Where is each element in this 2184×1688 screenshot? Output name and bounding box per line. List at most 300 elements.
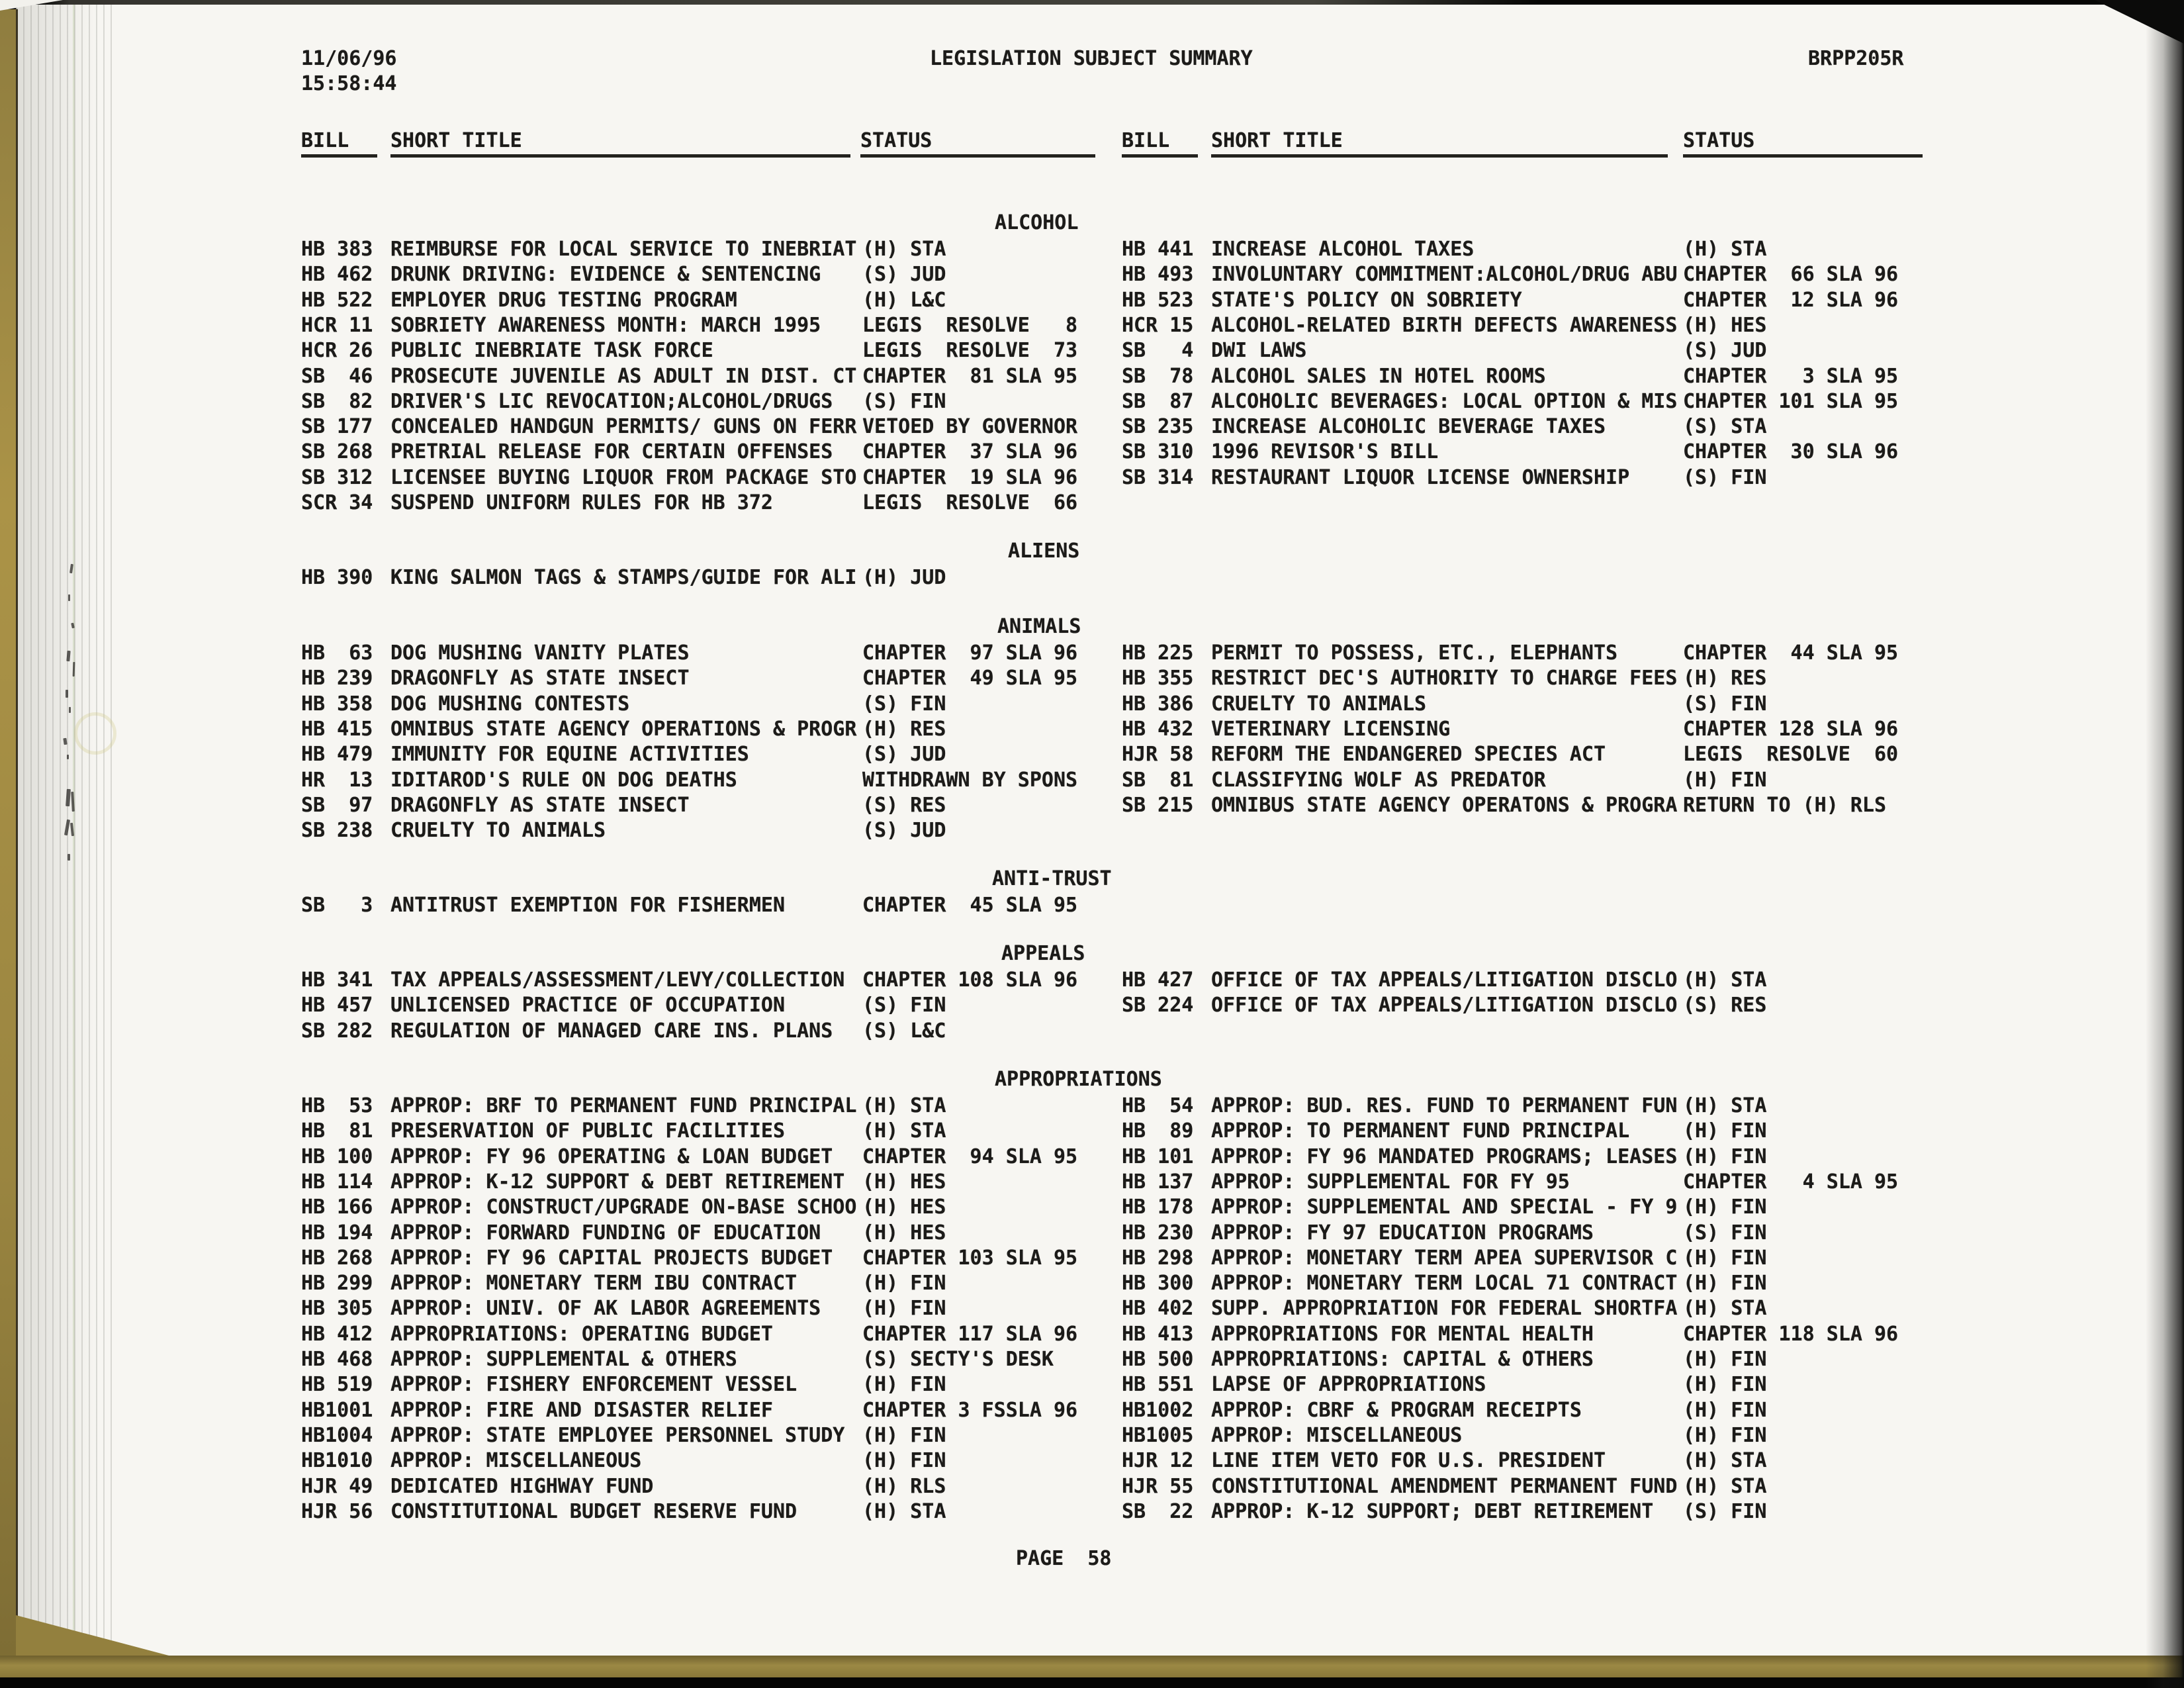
bill-number: HB 63: [301, 641, 373, 665]
short-title: APPROP: BRF TO PERMANENT FUND PRINCIPAL: [390, 1094, 857, 1117]
status: CHAPTER 45 SLA 95: [862, 894, 1078, 917]
short-title: CRUELTY TO ANIMALS: [390, 819, 606, 843]
status: (H) STA: [1683, 1094, 1767, 1117]
status: (S) FIN: [862, 994, 946, 1017]
report-title: LEGISLATION SUBJECT SUMMARY: [930, 47, 1253, 70]
book-cover-left-edge: [0, 9, 18, 1671]
status: (H) FIN: [1683, 1373, 1767, 1397]
short-title: 1996 REVISOR'S BILL: [1211, 440, 1439, 464]
status: (H) L&C: [862, 288, 946, 312]
bill-number: SB 314: [1122, 465, 1194, 489]
bill-number: HB 268: [301, 1246, 373, 1270]
bill-number: SB 87: [1122, 389, 1194, 413]
column-header-status: STATUS: [860, 129, 933, 152]
table-row: [1122, 1146, 1949, 1172]
short-title: DOG MUSHING CONTESTS: [390, 692, 630, 716]
table-row: [301, 743, 1128, 769]
bill-number: SB 282: [301, 1019, 373, 1043]
bill-number: HCR 15: [1122, 313, 1194, 337]
table-row: [301, 1120, 1128, 1146]
table-row: [301, 1272, 1128, 1298]
short-title: ALCOHOL SALES IN HOTEL ROOMS: [1211, 364, 1546, 388]
bill-number: SB 22: [1122, 1499, 1194, 1523]
short-title: APPROP: TO PERMANENT FUND PRINCIPAL: [1211, 1119, 1630, 1143]
short-title: APPROP: UNIV. OF AK LABOR AGREEMENTS: [390, 1297, 821, 1321]
bill-number: HB 413: [1122, 1322, 1194, 1346]
table-row: [301, 492, 1128, 518]
bill-number: HJR 49: [301, 1474, 373, 1498]
bill-number: HB 523: [1122, 288, 1194, 312]
table-row: [1122, 1399, 1949, 1425]
bill-number: SB 310: [1122, 440, 1194, 464]
table-row: [301, 1323, 1128, 1349]
status: (S) FIN: [1683, 1221, 1767, 1244]
table-row: [301, 1146, 1128, 1172]
short-title: OMNIBUS STATE AGENCY OPERATONS & PROGRA: [1211, 793, 1678, 817]
short-title: PRETRIAL RELEASE FOR CERTAIN OFFENSES: [390, 440, 833, 464]
short-title: APPROP: MONETARY TERM APEA SUPERVISOR C: [1211, 1246, 1678, 1270]
status: (H) HES: [1683, 313, 1767, 337]
table-row: [301, 1374, 1128, 1399]
short-title: INCREASE ALCOHOL TAXES: [1211, 238, 1475, 261]
table-row: [301, 1501, 1128, 1526]
table-row: [301, 340, 1128, 365]
bill-number: SB 82: [301, 389, 373, 413]
status: CHAPTER 12 SLA 96: [1683, 288, 1899, 312]
table-row: [301, 667, 1128, 693]
short-title: DRIVER'S LIC REVOCATION;ALCOHOL/DRUGS: [390, 389, 833, 413]
scan-corner-notch: [0, 0, 63, 11]
status: (S) STA: [1683, 415, 1767, 439]
table-row: [1122, 238, 1949, 264]
table-row: [301, 1020, 1128, 1046]
status: (H) FIN: [862, 1423, 946, 1447]
table-row: [1122, 1171, 1949, 1197]
bill-number: SB 238: [301, 819, 373, 843]
short-title: APPROP: MONETARY TERM IBU CONTRACT: [390, 1272, 797, 1295]
status: (H) RES: [1683, 667, 1767, 690]
short-title: OFFICE OF TAX APPEALS/LITIGATION DISCLO: [1211, 994, 1678, 1017]
short-title: APPROP: FY 96 CAPITAL PROJECTS BUDGET: [390, 1246, 833, 1270]
table-row: [301, 718, 1128, 744]
bill-number: HB 468: [301, 1348, 373, 1371]
short-title: APPROP: SUPPLEMENTAL AND SPECIAL - FY 9: [1211, 1196, 1678, 1219]
report-date: 11/06/96: [301, 47, 397, 70]
short-title: APPROP: FY 96 OPERATING & LOAN BUDGET: [390, 1145, 833, 1168]
short-title: APPROPRIATIONS FOR MENTAL HEALTH: [1211, 1322, 1594, 1346]
bill-number: SCR 34: [301, 491, 373, 514]
status: LEGIS RESOLVE 73: [862, 339, 1078, 363]
book-cover-corner: [16, 1615, 171, 1656]
short-title: RESTRICT DEC'S AUTHORITY TO CHARGE FEES: [1211, 667, 1678, 690]
status: (H) FIN: [862, 1449, 946, 1473]
short-title: PUBLIC INEBRIATE TASK FORCE: [390, 339, 713, 363]
status: (H) STA: [1683, 1297, 1767, 1321]
status: (S) FIN: [1683, 1499, 1767, 1523]
short-title: REFORM THE ENDANGERED SPECIES ACT: [1211, 743, 1606, 767]
bill-number: HB 386: [1122, 692, 1194, 716]
table-row: [1122, 263, 1949, 289]
short-title: STATE'S POLICY ON SOBRIETY: [1211, 288, 1522, 312]
status: WITHDRAWN BY SPONS: [862, 768, 1078, 792]
status-underline: [860, 154, 1095, 158]
table-row: [301, 969, 1128, 995]
table-row: [301, 794, 1128, 820]
short-title: DOG MUSHING VANITY PLATES: [390, 641, 690, 665]
table-row: [1122, 1348, 1949, 1374]
status: (H) FIN: [862, 1373, 946, 1397]
short-title: UNLICENSED PRACTICE OF OCCUPATION: [390, 994, 786, 1017]
status: (S) RES: [862, 793, 946, 817]
bill-number: HB 178: [1122, 1196, 1194, 1219]
bill-number: SB 215: [1122, 793, 1194, 817]
short-title: APPROP: BUD. RES. FUND TO PERMANENT FUN: [1211, 1094, 1678, 1117]
section-header-aliens: ALIENS: [1008, 539, 1080, 563]
table-row: [301, 1399, 1128, 1425]
section-header-appropriations: APPROPRIATIONS: [995, 1068, 1162, 1091]
bill-number: HB 341: [301, 968, 373, 992]
status: (H) STA: [862, 238, 946, 261]
short-title: APPROP: K-12 SUPPORT; DEBT RETIREMENT: [1211, 1499, 1654, 1523]
pencil-mark: [68, 854, 70, 861]
short-title: APPROP: STATE EMPLOYEE PERSONNEL STUDY: [390, 1423, 845, 1447]
short-title: APPROP: SUPPLEMENTAL FOR FY 95: [1211, 1170, 1570, 1194]
status: CHAPTER 117 SLA 96: [862, 1322, 1078, 1346]
short-title: IMMUNITY FOR EQUINE ACTIVITIES: [390, 743, 749, 767]
bill-number: HB1004: [301, 1423, 373, 1447]
short-title: APPROP: FIRE AND DISASTER RELIEF: [390, 1398, 773, 1422]
status: CHAPTER 94 SLA 95: [862, 1145, 1078, 1168]
bill-number: HB 522: [301, 288, 373, 312]
table-row: [1122, 1501, 1949, 1526]
short-title: KING SALMON TAGS & STAMPS/GUIDE FOR ALI: [390, 566, 857, 589]
pencil-mark: [69, 707, 71, 713]
short-title: DWI LAWS: [1211, 339, 1307, 363]
status: (S) FIN: [862, 389, 946, 413]
bill-number: HJR 12: [1122, 1449, 1194, 1473]
bill-number: HB 89: [1122, 1119, 1194, 1143]
column-header-title: SHORT TITLE: [390, 129, 522, 152]
bill-number: HB 114: [301, 1170, 373, 1194]
short-title: CLASSIFYING WOLF AS PREDATOR: [1211, 768, 1546, 792]
bill-underline: [1122, 154, 1198, 158]
bill-number: HJR 55: [1122, 1474, 1194, 1498]
bill-number: SB 268: [301, 440, 373, 464]
bill-number: HB 519: [301, 1373, 373, 1397]
status: LEGIS RESOLVE 8: [862, 313, 1078, 337]
short-title: CONCEALED HANDGUN PERMITS/ GUNS ON FERR: [390, 415, 857, 439]
table-row: [1122, 1425, 1949, 1450]
status: (S) L&C: [862, 1019, 946, 1043]
status: (H) HES: [862, 1170, 946, 1194]
table-row: [1122, 642, 1949, 668]
pencil-mark: [66, 690, 68, 698]
short-title: SUPP. APPROPRIATION FOR FEDERAL SHORTFA: [1211, 1297, 1678, 1321]
table-row: [1122, 1450, 1949, 1476]
status: CHAPTER 4 SLA 95: [1683, 1170, 1899, 1194]
bill-number: HB 412: [301, 1322, 373, 1346]
bill-number: HB 305: [301, 1297, 373, 1321]
column-header-bill: BILL: [1122, 129, 1170, 152]
column-header-bill: BILL: [301, 129, 349, 152]
bill-number: SB 46: [301, 364, 373, 388]
page-curl-shadow: [2146, 0, 2184, 1688]
status: LEGIS RESOLVE 60: [1683, 743, 1899, 767]
table-row: [301, 1348, 1128, 1374]
bill-number: SB 97: [301, 793, 373, 817]
status: CHAPTER 101 SLA 95: [1683, 389, 1899, 413]
bill-number: HB 462: [301, 263, 373, 287]
short-title: LINE ITEM VETO FOR U.S. PRESIDENT: [1211, 1449, 1606, 1473]
status: CHAPTER 81 SLA 95: [862, 364, 1078, 388]
status: (H) STA: [1683, 1449, 1767, 1473]
short-title: ANTITRUST EXEMPTION FOR FISHERMEN: [390, 894, 786, 917]
short-title: DRAGONFLY AS STATE INSECT: [390, 793, 690, 817]
short-title: OMNIBUS STATE AGENCY OPERATIONS & PROGR: [390, 717, 857, 741]
bill-number: HB 298: [1122, 1246, 1194, 1270]
book-cover-bottom-edge: [0, 1656, 2184, 1677]
table-row: [1122, 467, 1949, 492]
scan-top-edge: [40, 0, 1539, 5]
table-row: [301, 1247, 1128, 1273]
status: (S) FIN: [1683, 465, 1767, 489]
short-title: TAX APPEALS/ASSESSMENT/LEVY/COLLECTION: [390, 968, 845, 992]
bill-number: HB 101: [1122, 1145, 1194, 1168]
bill-number: HB 427: [1122, 968, 1194, 992]
bill-number: SB 312: [301, 465, 373, 489]
status: (H) FIN: [1683, 1119, 1767, 1143]
status: CHAPTER 19 SLA 96: [862, 465, 1078, 489]
table-row: [301, 263, 1128, 289]
column-header-title: SHORT TITLE: [1211, 129, 1343, 152]
table-row: [301, 1425, 1128, 1450]
short-title: REIMBURSE FOR LOCAL SERVICE TO INEBRIAT: [390, 238, 857, 261]
table-row: [301, 1450, 1128, 1476]
table-row: [1122, 1476, 1949, 1501]
bill-number: HJR 58: [1122, 743, 1194, 767]
short-title: CONSTITUTIONAL BUDGET RESERVE FUND: [390, 1499, 797, 1523]
table-row: [1122, 391, 1949, 416]
bill-number: HB 100: [301, 1145, 373, 1168]
status: RETURN TO (H) RLS: [1683, 793, 1887, 817]
status-underline: [1683, 154, 1923, 158]
status: (H) FIN: [1683, 1423, 1767, 1447]
short-title: RESTAURANT LIQUOR LICENSE OWNERSHIP: [1211, 465, 1630, 489]
bill-number: HR 13: [301, 768, 373, 792]
short-title: OFFICE OF TAX APPEALS/LITIGATION DISCLO: [1211, 968, 1678, 992]
table-row: [1122, 314, 1949, 340]
short-title: DEDICATED HIGHWAY FUND: [390, 1474, 654, 1498]
status: (H) STA: [862, 1094, 946, 1117]
section-header-appeals: APPEALS: [1001, 942, 1085, 965]
status: (H) STA: [862, 1499, 946, 1523]
scan-dark-corner: [2095, 0, 2184, 44]
table-row: [1122, 1247, 1949, 1273]
table-row: [301, 289, 1128, 315]
table-row: [1122, 693, 1949, 719]
table-row: [301, 1222, 1128, 1248]
table-row: [1122, 416, 1949, 442]
bill-number: HB 551: [1122, 1373, 1194, 1397]
bill-number: HB1010: [301, 1449, 373, 1473]
short-title: APPROP: MISCELLANEOUS: [1211, 1423, 1463, 1447]
status: CHAPTER 3 FSSLA 96: [862, 1398, 1078, 1422]
table-row: [1122, 1095, 1949, 1121]
status: CHAPTER 3 SLA 95: [1683, 364, 1899, 388]
section-header-animals: ANIMALS: [997, 615, 1081, 638]
short-title: APPROPRIATIONS: CAPITAL & OTHERS: [1211, 1348, 1594, 1371]
short-title: IDITAROD'S RULE ON DOG DEATHS: [390, 768, 737, 792]
bill-number: HJR 56: [301, 1499, 373, 1523]
table-row: [1122, 1297, 1949, 1323]
table-row: [1122, 441, 1949, 467]
table-row: [1122, 340, 1949, 365]
status: CHAPTER 97 SLA 96: [862, 641, 1078, 665]
status: (H) FIN: [862, 1272, 946, 1295]
table-row: [301, 441, 1128, 467]
report-time: 15:58:44: [301, 72, 397, 95]
bill-number: SB 81: [1122, 768, 1194, 792]
table-row: [1122, 365, 1949, 391]
status: (H) HES: [862, 1196, 946, 1219]
status: (S) FIN: [862, 692, 946, 716]
status: (H) FIN: [1683, 1196, 1767, 1219]
status: CHAPTER 103 SLA 95: [862, 1246, 1078, 1270]
table-row: [301, 642, 1128, 668]
table-row: [1122, 969, 1949, 995]
bill-number: HB1005: [1122, 1423, 1194, 1447]
status: (H) STA: [1683, 1474, 1767, 1498]
status: VETOED BY GOVERNOR: [862, 415, 1078, 439]
short-title: ALCOHOL-RELATED BIRTH DEFECTS AWARENESS: [1211, 313, 1678, 337]
table-row: [301, 567, 1128, 592]
status: (H) FIN: [1683, 768, 1767, 792]
bill-number: HB 194: [301, 1221, 373, 1244]
table-row: [301, 994, 1128, 1020]
status: (S) JUD: [862, 263, 946, 287]
status: (H) FIN: [1683, 1145, 1767, 1168]
ink-ring-smudge: [74, 712, 116, 755]
status: (S) SECTY'S DESK: [862, 1348, 1054, 1371]
bill-number: HB 230: [1122, 1221, 1194, 1244]
pencil-mark: [67, 755, 69, 759]
table-row: [301, 391, 1128, 416]
table-row: [301, 314, 1128, 340]
short-title: APPROP: SUPPLEMENTAL & OTHERS: [390, 1348, 737, 1371]
table-row: [301, 365, 1128, 391]
short-title: APPROP: MISCELLANEOUS: [390, 1449, 642, 1473]
status: (H) FIN: [1683, 1348, 1767, 1371]
status: (H) FIN: [1683, 1398, 1767, 1422]
bill-number: HB 239: [301, 667, 373, 690]
short-title: VETERINARY LICENSING: [1211, 717, 1451, 741]
bill-number: HB 402: [1122, 1297, 1194, 1321]
table-row: [301, 820, 1128, 845]
table-row: [1122, 769, 1949, 795]
short-title: APPROP: FISHERY ENFORCEMENT VESSEL: [390, 1373, 797, 1397]
table-row: [301, 1476, 1128, 1501]
bill-number: HCR 26: [301, 339, 373, 363]
bill-number: SB 78: [1122, 364, 1194, 388]
bill-number: HB 355: [1122, 667, 1194, 690]
bill-number: SB 4: [1122, 339, 1194, 363]
short-title: APPROP: FORWARD FUNDING OF EDUCATION: [390, 1221, 821, 1244]
table-row: [1122, 994, 1949, 1020]
bill-number: HB 479: [301, 743, 373, 767]
table-row: [301, 416, 1128, 442]
status: CHAPTER 37 SLA 96: [862, 440, 1078, 464]
status: (S) JUD: [862, 743, 946, 767]
status: (H) STA: [862, 1119, 946, 1143]
status: (H) FIN: [1683, 1246, 1767, 1270]
table-row: [301, 894, 1128, 920]
bill-number: SB 177: [301, 415, 373, 439]
short-title: APPROP: MONETARY TERM LOCAL 71 CONTRACT: [1211, 1272, 1678, 1295]
short-title: APPROP: CBRF & PROGRAM RECEIPTS: [1211, 1398, 1582, 1422]
short-title: APPROP: FY 97 EDUCATION PROGRAMS: [1211, 1221, 1594, 1244]
pencil-mark: [68, 594, 70, 601]
status: CHAPTER 30 SLA 96: [1683, 440, 1899, 464]
table-row: [301, 769, 1128, 795]
bill-number: HB 54: [1122, 1094, 1194, 1117]
bill-number: HB1001: [301, 1398, 373, 1422]
status: (H) JUD: [862, 566, 946, 589]
section-header-anti-trust: ANTI-TRUST: [992, 867, 1112, 890]
bill-number: HB 299: [301, 1272, 373, 1295]
status: CHAPTER 118 SLA 96: [1683, 1322, 1899, 1346]
bill-number: HB 432: [1122, 717, 1194, 741]
short-title: APPROP: K-12 SUPPORT & DEBT RETIREMENT: [390, 1170, 845, 1194]
table-row: [1122, 1120, 1949, 1146]
short-title: APPROPRIATIONS: OPERATING BUDGET: [390, 1322, 773, 1346]
status: (S) JUD: [862, 819, 946, 843]
table-row: [1122, 1323, 1949, 1349]
bill-number: HB 300: [1122, 1272, 1194, 1295]
short-title-underline: [1211, 154, 1668, 158]
bill-number: HB1002: [1122, 1398, 1194, 1422]
bill-number: SB 224: [1122, 994, 1194, 1017]
bill-number: HB 457: [301, 994, 373, 1017]
short-title: LAPSE OF APPROPRIATIONS: [1211, 1373, 1486, 1397]
table-row: [301, 1095, 1128, 1121]
short-title: EMPLOYER DRUG TESTING PROGRAM: [390, 288, 737, 312]
bill-number: HB 53: [301, 1094, 373, 1117]
bill-number: HB 441: [1122, 238, 1194, 261]
short-title: CONSTITUTIONAL AMENDMENT PERMANENT FUND: [1211, 1474, 1678, 1498]
short-title-underline: [390, 154, 850, 158]
bill-underline: [301, 154, 377, 158]
short-title: INVOLUNTARY COMMITMENT:ALCOHOL/DRUG ABU: [1211, 263, 1678, 287]
short-title: APPROP: FY 96 MANDATED PROGRAMS; LEASES: [1211, 1145, 1678, 1168]
status: (S) FIN: [1683, 692, 1767, 716]
table-row: [1122, 667, 1949, 693]
table-row: [1122, 1374, 1949, 1399]
table-row: [1122, 289, 1949, 315]
status: LEGIS RESOLVE 66: [862, 491, 1078, 514]
table-row: [1122, 718, 1949, 744]
table-row: [301, 238, 1128, 264]
status: CHAPTER 49 SLA 95: [862, 667, 1078, 690]
bill-number: SB 3: [301, 894, 373, 917]
report-id: BRPP205R: [1808, 47, 1904, 70]
table-row: [1122, 1222, 1949, 1248]
short-title: DRUNK DRIVING: EVIDENCE & SENTENCING: [390, 263, 821, 287]
bill-number: HB 390: [301, 566, 373, 589]
status: (H) HES: [862, 1221, 946, 1244]
table-row: [1122, 1196, 1949, 1222]
table-row: [301, 1196, 1128, 1222]
bill-number: SB 235: [1122, 415, 1194, 439]
